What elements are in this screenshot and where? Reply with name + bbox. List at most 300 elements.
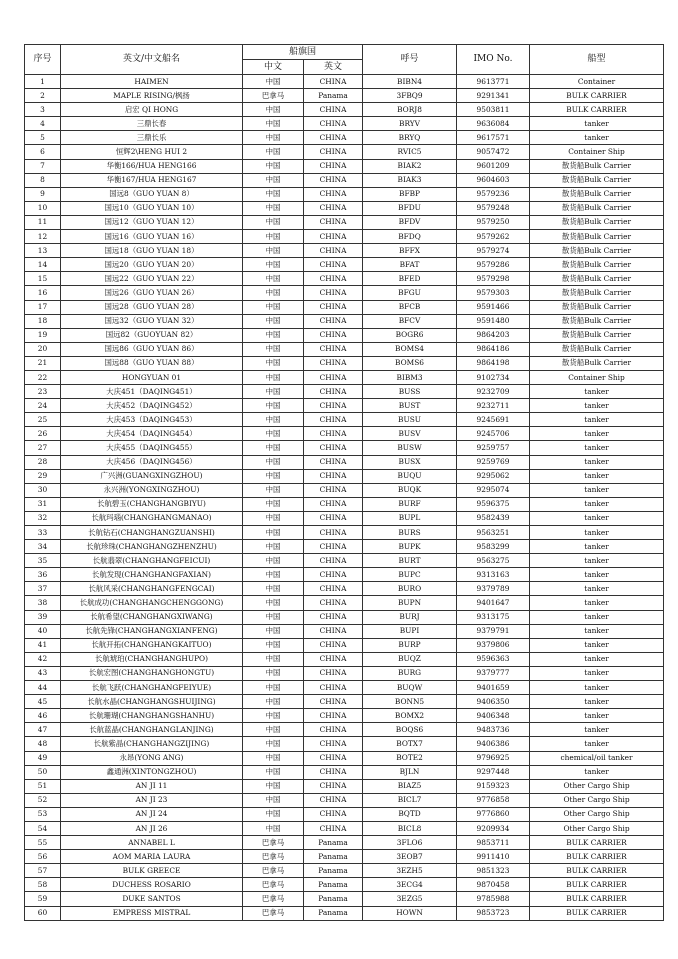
cell-callsign: BURS	[363, 526, 457, 540]
cell-no: 30	[25, 483, 61, 497]
cell-callsign: BICL7	[363, 793, 457, 807]
cell-flag-cn: 巴拿马	[243, 878, 304, 892]
cell-flag-cn: 中国	[243, 201, 304, 215]
cell-callsign: BUQU	[363, 469, 457, 483]
cell-flag-cn: 中国	[243, 638, 304, 652]
cell-flag-en: Panama	[304, 906, 363, 920]
cell-callsign: BQTD	[363, 807, 457, 821]
cell-ship-name: BULK GREECE	[61, 864, 243, 878]
table-row	[25, 75, 664, 89]
cell-callsign: BUPL	[363, 511, 457, 525]
cell-ship-type: 散货船Bulk Carrier	[530, 342, 664, 356]
cell-flag-cn: 中国	[243, 652, 304, 666]
cell-flag-cn: 中国	[243, 526, 304, 540]
cell-no: 45	[25, 695, 61, 709]
cell-no: 56	[25, 850, 61, 864]
cell-ship-type: 散货船Bulk Carrier	[530, 314, 664, 328]
table-row	[25, 554, 664, 568]
table-row	[25, 272, 664, 286]
cell-imo: 9579250	[457, 215, 530, 229]
cell-ship-name: 长航珍珠(CHANGHANGZHENZHU)	[61, 540, 243, 554]
cell-flag-cn: 中国	[243, 821, 304, 835]
cell-ship-name: AOM MARIA LAURA	[61, 850, 243, 864]
cell-flag-en: CHINA	[304, 244, 363, 258]
cell-ship-name: 长航发现(CHANGHANGFAXIAN)	[61, 568, 243, 582]
cell-callsign: BRYQ	[363, 131, 457, 145]
table-row	[25, 836, 664, 850]
cell-callsign: BUSV	[363, 427, 457, 441]
cell-ship-type: 散货船Bulk Carrier	[530, 159, 664, 173]
cell-imo: 9379806	[457, 638, 530, 652]
cell-flag-cn: 中国	[243, 807, 304, 821]
cell-flag-en: Panama	[304, 836, 363, 850]
cell-no: 42	[25, 652, 61, 666]
cell-ship-name: 大庆451（DAQING451）	[61, 385, 243, 399]
cell-ship-type: tanker	[530, 695, 664, 709]
cell-callsign: BIBN4	[363, 75, 457, 89]
cell-flag-en: CHINA	[304, 103, 363, 117]
cell-no: 52	[25, 793, 61, 807]
cell-ship-name: MAPLE RISING/枫扬	[61, 89, 243, 103]
cell-ship-type: Other Cargo Ship	[530, 793, 664, 807]
cell-flag-cn: 中国	[243, 103, 304, 117]
cell-ship-name: AN JI 26	[61, 821, 243, 835]
table-row	[25, 159, 664, 173]
cell-ship-name: 国远8（GUO YUAN 8）	[61, 187, 243, 201]
cell-flag-cn: 中国	[243, 441, 304, 455]
cell-ship-name: ANNABEL L	[61, 836, 243, 850]
cell-flag-en: CHINA	[304, 666, 363, 680]
cell-flag-cn: 中国	[243, 751, 304, 765]
cell-ship-name: 长航宏图(CHANGHANGHONGTU)	[61, 666, 243, 680]
cell-ship-name: 国远22（GUO YUAN 22）	[61, 272, 243, 286]
cell-no: 39	[25, 610, 61, 624]
cell-ship-type: Container Ship	[530, 145, 664, 159]
cell-flag-en: CHINA	[304, 511, 363, 525]
cell-ship-name: 长航翡翠(CHANGHANGFEICUI)	[61, 554, 243, 568]
cell-ship-type: 散货船Bulk Carrier	[530, 328, 664, 342]
cell-callsign: BFDU	[363, 201, 457, 215]
cell-callsign: BOMX2	[363, 709, 457, 723]
cell-ship-name: 恒辉2\HENG HUI 2	[61, 145, 243, 159]
cell-flag-en: CHINA	[304, 695, 363, 709]
cell-flag-cn: 中国	[243, 117, 304, 131]
cell-ship-type: tanker	[530, 117, 664, 131]
cell-flag-en: CHINA	[304, 765, 363, 779]
cell-ship-name: 大庆456（DAQING456）	[61, 455, 243, 469]
cell-flag-cn: 中国	[243, 286, 304, 300]
cell-flag-en: CHINA	[304, 300, 363, 314]
cell-flag-en: Panama	[304, 89, 363, 103]
cell-ship-type: BULK CARRIER	[530, 906, 664, 920]
ship-table	[24, 44, 664, 921]
cell-no: 15	[25, 272, 61, 286]
cell-no: 20	[25, 342, 61, 356]
cell-flag-en: CHINA	[304, 145, 363, 159]
table-row	[25, 765, 664, 779]
cell-flag-en: CHINA	[304, 441, 363, 455]
cell-imo: 9796925	[457, 751, 530, 765]
cell-ship-type: tanker	[530, 582, 664, 596]
cell-ship-name: 国远88（GUO YUAN 88）	[61, 356, 243, 370]
table-row	[25, 681, 664, 695]
cell-no: 32	[25, 511, 61, 525]
cell-flag-cn: 中国	[243, 483, 304, 497]
cell-imo: 9483736	[457, 723, 530, 737]
cell-no: 4	[25, 117, 61, 131]
cell-no: 5	[25, 131, 61, 145]
cell-ship-name: 长航珊瑚(CHANGHANGSHANHU)	[61, 709, 243, 723]
cell-flag-cn: 中国	[243, 596, 304, 610]
table-row	[25, 413, 664, 427]
cell-ship-name: 大庆453（DAQING453）	[61, 413, 243, 427]
cell-no: 26	[25, 427, 61, 441]
cell-no: 13	[25, 244, 61, 258]
table-row	[25, 89, 664, 103]
cell-ship-name: 国远28（GUO YUAN 28）	[61, 300, 243, 314]
table-row	[25, 399, 664, 413]
cell-imo: 9579236	[457, 187, 530, 201]
cell-imo: 9259769	[457, 455, 530, 469]
cell-callsign: BUQK	[363, 483, 457, 497]
cell-flag-cn: 中国	[243, 413, 304, 427]
cell-callsign: 3EZH5	[363, 864, 457, 878]
table-row	[25, 892, 664, 906]
cell-ship-type: tanker	[530, 610, 664, 624]
cell-flag-cn: 中国	[243, 314, 304, 328]
cell-ship-type: 散货船Bulk Carrier	[530, 187, 664, 201]
cell-ship-name: 长航蓝晶(CHANGHANGLANJING)	[61, 723, 243, 737]
cell-ship-name: 三鼎长乐	[61, 131, 243, 145]
cell-no: 36	[25, 568, 61, 582]
cell-flag-en: CHINA	[304, 399, 363, 413]
cell-flag-en: CHINA	[304, 807, 363, 821]
table-row	[25, 385, 664, 399]
cell-imo: 9291341	[457, 89, 530, 103]
cell-no: 43	[25, 666, 61, 680]
cell-callsign: BOMS4	[363, 342, 457, 356]
table-row	[25, 441, 664, 455]
table-row	[25, 723, 664, 737]
table-row	[25, 131, 664, 145]
cell-flag-cn: 中国	[243, 765, 304, 779]
cell-imo: 9853723	[457, 906, 530, 920]
cell-ship-name: AN JI 11	[61, 779, 243, 793]
cell-flag-en: CHINA	[304, 215, 363, 229]
cell-imo: 9259757	[457, 441, 530, 455]
cell-ship-type: BULK CARRIER	[530, 103, 664, 117]
cell-imo: 9911410	[457, 850, 530, 864]
cell-callsign: BFCV	[363, 314, 457, 328]
cell-flag-cn: 中国	[243, 723, 304, 737]
cell-no: 9	[25, 187, 61, 201]
cell-imo: 9579286	[457, 258, 530, 272]
cell-flag-cn: 中国	[243, 215, 304, 229]
table-row	[25, 709, 664, 723]
cell-no: 37	[25, 582, 61, 596]
cell-ship-name: 永兴洲(YONGXINGZHOU)	[61, 483, 243, 497]
cell-flag-cn: 中国	[243, 272, 304, 286]
cell-flag-en: CHINA	[304, 258, 363, 272]
cell-callsign: BICL8	[363, 821, 457, 835]
header-type: 船型	[530, 45, 664, 75]
cell-imo: 9406350	[457, 695, 530, 709]
cell-ship-type: tanker	[530, 399, 664, 413]
cell-flag-cn: 中国	[243, 540, 304, 554]
cell-ship-name: 长航成功(CHANGHANGCHENGGONG)	[61, 596, 243, 610]
cell-ship-type: tanker	[530, 554, 664, 568]
cell-ship-type: 散货船Bulk Carrier	[530, 356, 664, 370]
cell-no: 50	[25, 765, 61, 779]
cell-ship-type: tanker	[530, 131, 664, 145]
cell-callsign: BFGU	[363, 286, 457, 300]
cell-no: 33	[25, 526, 61, 540]
cell-ship-name: 长航希望(CHANGHANGXIWANG)	[61, 610, 243, 624]
cell-flag-en: CHINA	[304, 497, 363, 511]
table-row	[25, 568, 664, 582]
cell-callsign: BFED	[363, 272, 457, 286]
cell-callsign: 3EOB7	[363, 850, 457, 864]
table-row	[25, 145, 664, 159]
cell-flag-cn: 巴拿马	[243, 864, 304, 878]
cell-flag-cn: 中国	[243, 427, 304, 441]
table-row	[25, 737, 664, 751]
cell-callsign: BOMS6	[363, 356, 457, 370]
cell-imo: 9582439	[457, 511, 530, 525]
table-row	[25, 469, 664, 483]
cell-imo: 9379777	[457, 666, 530, 680]
cell-ship-name: EMPRESS MISTRAL	[61, 906, 243, 920]
cell-imo: 9313175	[457, 610, 530, 624]
cell-imo: 9401647	[457, 596, 530, 610]
cell-flag-cn: 中国	[243, 370, 304, 384]
header-flag-cn: 中文	[243, 60, 304, 75]
table-row	[25, 117, 664, 131]
cell-no: 28	[25, 455, 61, 469]
cell-flag-cn: 中国	[243, 568, 304, 582]
cell-no: 51	[25, 779, 61, 793]
cell-flag-cn: 中国	[243, 497, 304, 511]
cell-no: 57	[25, 864, 61, 878]
cell-no: 29	[25, 469, 61, 483]
cell-flag-cn: 中国	[243, 610, 304, 624]
cell-flag-cn: 中国	[243, 681, 304, 695]
cell-flag-en: CHINA	[304, 751, 363, 765]
cell-no: 10	[25, 201, 61, 215]
table-row	[25, 244, 664, 258]
cell-flag-en: CHINA	[304, 117, 363, 131]
cell-ship-name: 长航钻石(CHANGHANGZUANSHI)	[61, 526, 243, 540]
cell-flag-cn: 中国	[243, 385, 304, 399]
cell-flag-en: CHINA	[304, 737, 363, 751]
cell-flag-en: CHINA	[304, 131, 363, 145]
cell-flag-cn: 中国	[243, 300, 304, 314]
cell-flag-en: CHINA	[304, 821, 363, 835]
cell-flag-en: CHINA	[304, 483, 363, 497]
cell-flag-cn: 中国	[243, 244, 304, 258]
cell-callsign: 3FLO6	[363, 836, 457, 850]
cell-imo: 9851323	[457, 864, 530, 878]
table-row	[25, 596, 664, 610]
cell-imo: 9245691	[457, 413, 530, 427]
cell-ship-name: 鑫通洲(XINTONGZHOU)	[61, 765, 243, 779]
cell-flag-en: CHINA	[304, 173, 363, 187]
cell-flag-cn: 中国	[243, 554, 304, 568]
cell-no: 31	[25, 497, 61, 511]
cell-ship-type: BULK CARRIER	[530, 864, 664, 878]
cell-flag-cn: 中国	[243, 469, 304, 483]
cell-ship-type: tanker	[530, 596, 664, 610]
cell-no: 8	[25, 173, 61, 187]
cell-flag-en: CHINA	[304, 230, 363, 244]
cell-ship-type: 散货船Bulk Carrier	[530, 201, 664, 215]
cell-flag-en: CHINA	[304, 385, 363, 399]
cell-ship-type: tanker	[530, 427, 664, 441]
cell-ship-type: BULK CARRIER	[530, 878, 664, 892]
cell-imo: 9297448	[457, 765, 530, 779]
cell-no: 38	[25, 596, 61, 610]
cell-callsign: BFFX	[363, 244, 457, 258]
cell-ship-type: 散货船Bulk Carrier	[530, 173, 664, 187]
cell-ship-name: 国远16（GUO YUAN 16）	[61, 230, 243, 244]
cell-imo: 9379791	[457, 624, 530, 638]
cell-flag-cn: 中国	[243, 187, 304, 201]
cell-ship-name: 国远20（GUO YUAN 20）	[61, 258, 243, 272]
header-flag: 船旗国	[243, 45, 363, 60]
cell-callsign: HOWN	[363, 906, 457, 920]
cell-flag-en: CHINA	[304, 526, 363, 540]
cell-imo: 9864186	[457, 342, 530, 356]
cell-ship-name: 长航飞跃(CHANGHANGFEIYUE)	[61, 681, 243, 695]
cell-ship-name: DUCHESS ROSARIO	[61, 878, 243, 892]
cell-ship-type: 散货船Bulk Carrier	[530, 258, 664, 272]
cell-flag-cn: 中国	[243, 159, 304, 173]
cell-flag-cn: 中国	[243, 779, 304, 793]
cell-imo: 9057472	[457, 145, 530, 159]
cell-ship-name: 长航开拓(CHANGHANGKAITUO)	[61, 638, 243, 652]
cell-flag-en: CHINA	[304, 314, 363, 328]
cell-flag-en: CHINA	[304, 356, 363, 370]
cell-ship-type: tanker	[530, 737, 664, 751]
cell-flag-cn: 中国	[243, 75, 304, 89]
cell-imo: 9864198	[457, 356, 530, 370]
cell-ship-type: 散货船Bulk Carrier	[530, 286, 664, 300]
cell-flag-cn: 中国	[243, 624, 304, 638]
cell-flag-cn: 中国	[243, 230, 304, 244]
table-row	[25, 526, 664, 540]
cell-imo: 9245706	[457, 427, 530, 441]
cell-no: 54	[25, 821, 61, 835]
cell-flag-cn: 中国	[243, 356, 304, 370]
cell-imo: 9313163	[457, 568, 530, 582]
cell-flag-en: CHINA	[304, 159, 363, 173]
cell-imo: 9591480	[457, 314, 530, 328]
cell-callsign: BUPI	[363, 624, 457, 638]
cell-callsign: BUST	[363, 399, 457, 413]
cell-flag-cn: 中国	[243, 666, 304, 680]
cell-flag-cn: 中国	[243, 511, 304, 525]
cell-ship-type: tanker	[530, 709, 664, 723]
cell-flag-en: CHINA	[304, 610, 363, 624]
cell-ship-type: tanker	[530, 526, 664, 540]
cell-imo: 9295074	[457, 483, 530, 497]
cell-flag-en: CHINA	[304, 723, 363, 737]
cell-flag-cn: 中国	[243, 258, 304, 272]
cell-no: 24	[25, 399, 61, 413]
cell-callsign: BONN5	[363, 695, 457, 709]
cell-ship-name: 永昂(YONG ANG)	[61, 751, 243, 765]
cell-callsign: BIAK3	[363, 173, 457, 187]
cell-flag-en: Panama	[304, 864, 363, 878]
cell-callsign: BOGR6	[363, 328, 457, 342]
cell-imo: 9563251	[457, 526, 530, 540]
cell-ship-name: 大庆455（DAQING455）	[61, 441, 243, 455]
cell-ship-type: tanker	[530, 413, 664, 427]
cell-callsign: BFDQ	[363, 230, 457, 244]
table-row	[25, 511, 664, 525]
cell-flag-en: CHINA	[304, 272, 363, 286]
cell-flag-cn: 中国	[243, 709, 304, 723]
cell-no: 22	[25, 370, 61, 384]
cell-callsign: BFCB	[363, 300, 457, 314]
cell-ship-type: tanker	[530, 441, 664, 455]
header-flag-en: 英文	[304, 60, 363, 75]
cell-imo: 9579303	[457, 286, 530, 300]
cell-flag-cn: 巴拿马	[243, 836, 304, 850]
header-no: 序号	[25, 45, 61, 75]
cell-no: 6	[25, 145, 61, 159]
table-row	[25, 540, 664, 554]
cell-no: 60	[25, 906, 61, 920]
table-row	[25, 793, 664, 807]
cell-callsign: 3FBQ9	[363, 89, 457, 103]
cell-imo: 9617571	[457, 131, 530, 145]
table-row	[25, 230, 664, 244]
cell-imo: 9596363	[457, 652, 530, 666]
cell-flag-en: CHINA	[304, 342, 363, 356]
cell-ship-name: 长航玛瑙(CHANGHANGMANAO)	[61, 511, 243, 525]
cell-callsign: BURP	[363, 638, 457, 652]
cell-ship-name: HONGYUAN 01	[61, 370, 243, 384]
cell-imo: 9870458	[457, 878, 530, 892]
cell-flag-en: CHINA	[304, 427, 363, 441]
cell-ship-type: BULK CARRIER	[530, 836, 664, 850]
cell-flag-en: CHINA	[304, 681, 363, 695]
cell-ship-name: 华衡167/HUA HENG167	[61, 173, 243, 187]
cell-ship-name: 国远18（GUO YUAN 18）	[61, 244, 243, 258]
cell-callsign: BJLN	[363, 765, 457, 779]
cell-callsign: BUPN	[363, 596, 457, 610]
cell-ship-type: BULK CARRIER	[530, 892, 664, 906]
cell-no: 58	[25, 878, 61, 892]
cell-callsign: BUSU	[363, 413, 457, 427]
cell-no: 25	[25, 413, 61, 427]
cell-no: 7	[25, 159, 61, 173]
table-row	[25, 850, 664, 864]
cell-flag-en: CHINA	[304, 793, 363, 807]
cell-flag-en: CHINA	[304, 568, 363, 582]
cell-flag-cn: 中国	[243, 695, 304, 709]
cell-imo: 9579262	[457, 230, 530, 244]
cell-callsign: BFBP	[363, 187, 457, 201]
cell-callsign: BURF	[363, 497, 457, 511]
cell-callsign: BIAZ5	[363, 779, 457, 793]
cell-imo: 9864203	[457, 328, 530, 342]
cell-ship-type: 散货船Bulk Carrier	[530, 215, 664, 229]
cell-ship-type: tanker	[530, 723, 664, 737]
cell-callsign: BUQW	[363, 681, 457, 695]
table-row	[25, 906, 664, 920]
